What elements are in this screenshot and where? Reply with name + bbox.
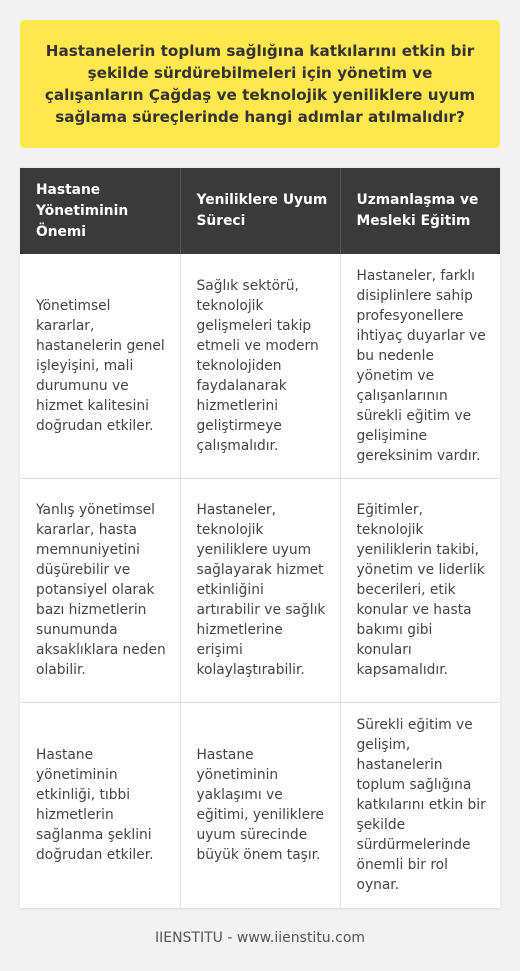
table-row xyxy=(20,254,500,478)
table-cell: Sürekli eğitim ve gelişim, hastanelerin toplum sağlığına katkılarını etkin bir şekilde sürdürmelerinde önemli bir rol oynar. xyxy=(340,702,500,908)
header-innovation-adaptation: Yeniliklere Uyum Süreci xyxy=(180,168,340,254)
table-cell: Hastaneler, farklı disiplinlere sahip profesyonellere ihtiyaç duyarlar ve bu nedenle yönetim ve çalışanlarının sürekli eğitim ve gelişimine gereksinim vardır. xyxy=(340,254,500,478)
title-banner xyxy=(20,20,500,148)
page-title: Hastanelerin toplum sağlığına katkılarını etkin bir şekilde sürdürebilmeleri için yönetim ve çalışanların Çağdaş ve teknolojik yeniliklere uyum sağlama süreçlerinde hangi adımlar atılmalıdır? xyxy=(44,42,476,126)
table-row xyxy=(20,478,500,702)
table-cell: Yönetimsel kararlar, hastanelerin genel işleyişini, mali durumunu ve hizmet kalitesini doğrudan etkiler. xyxy=(20,254,180,478)
footer-credit: IIENSTITU - www.iienstitu.com xyxy=(154,930,366,946)
table-row xyxy=(20,702,500,908)
table-cell: Yanlış yönetimsel kararlar, hasta memnuniyetini düşürebilir ve potansiyel olarak bazı hizmetlerin sunumunda aksaklıklara neden olabilir. xyxy=(20,478,180,702)
table-body xyxy=(20,254,500,908)
table-header xyxy=(20,168,500,254)
info-table xyxy=(20,168,500,909)
header-management-importance: Hastane Yönetiminin Önemi xyxy=(20,168,180,254)
table-cell: Hastane yönetiminin etkinliği, tıbbi hizmetlerin sağlanma şeklini doğrudan etkiler. xyxy=(20,702,180,908)
table-cell: Hastaneler, teknolojik yeniliklere uyum sağlayarak hizmet etkinliğini artırabilir ve sağlık hizmetlerine erişimi kolaylaştırabilir. xyxy=(180,478,340,702)
header-specialization-training: Uzmanlaşma ve Mesleki Eğitim xyxy=(340,168,500,254)
table-cell: Hastane yönetiminin yaklaşımı ve eğitimi, yeniliklere uyum sürecinde büyük önem taşır. xyxy=(180,702,340,908)
header-row xyxy=(20,168,500,254)
table-cell: Sağlık sektörü, teknolojik gelişmeleri takip etmeli ve modern teknolojiden faydalanarak hizmetlerini geliştirmeye çalışmalıdır. xyxy=(180,254,340,478)
table-cell: Eğitimler, teknolojik yeniliklerin takibi, yönetim ve liderlik becerileri, etik konular ve hasta bakımı gibi konuları kapsamalıdır. xyxy=(340,478,500,702)
